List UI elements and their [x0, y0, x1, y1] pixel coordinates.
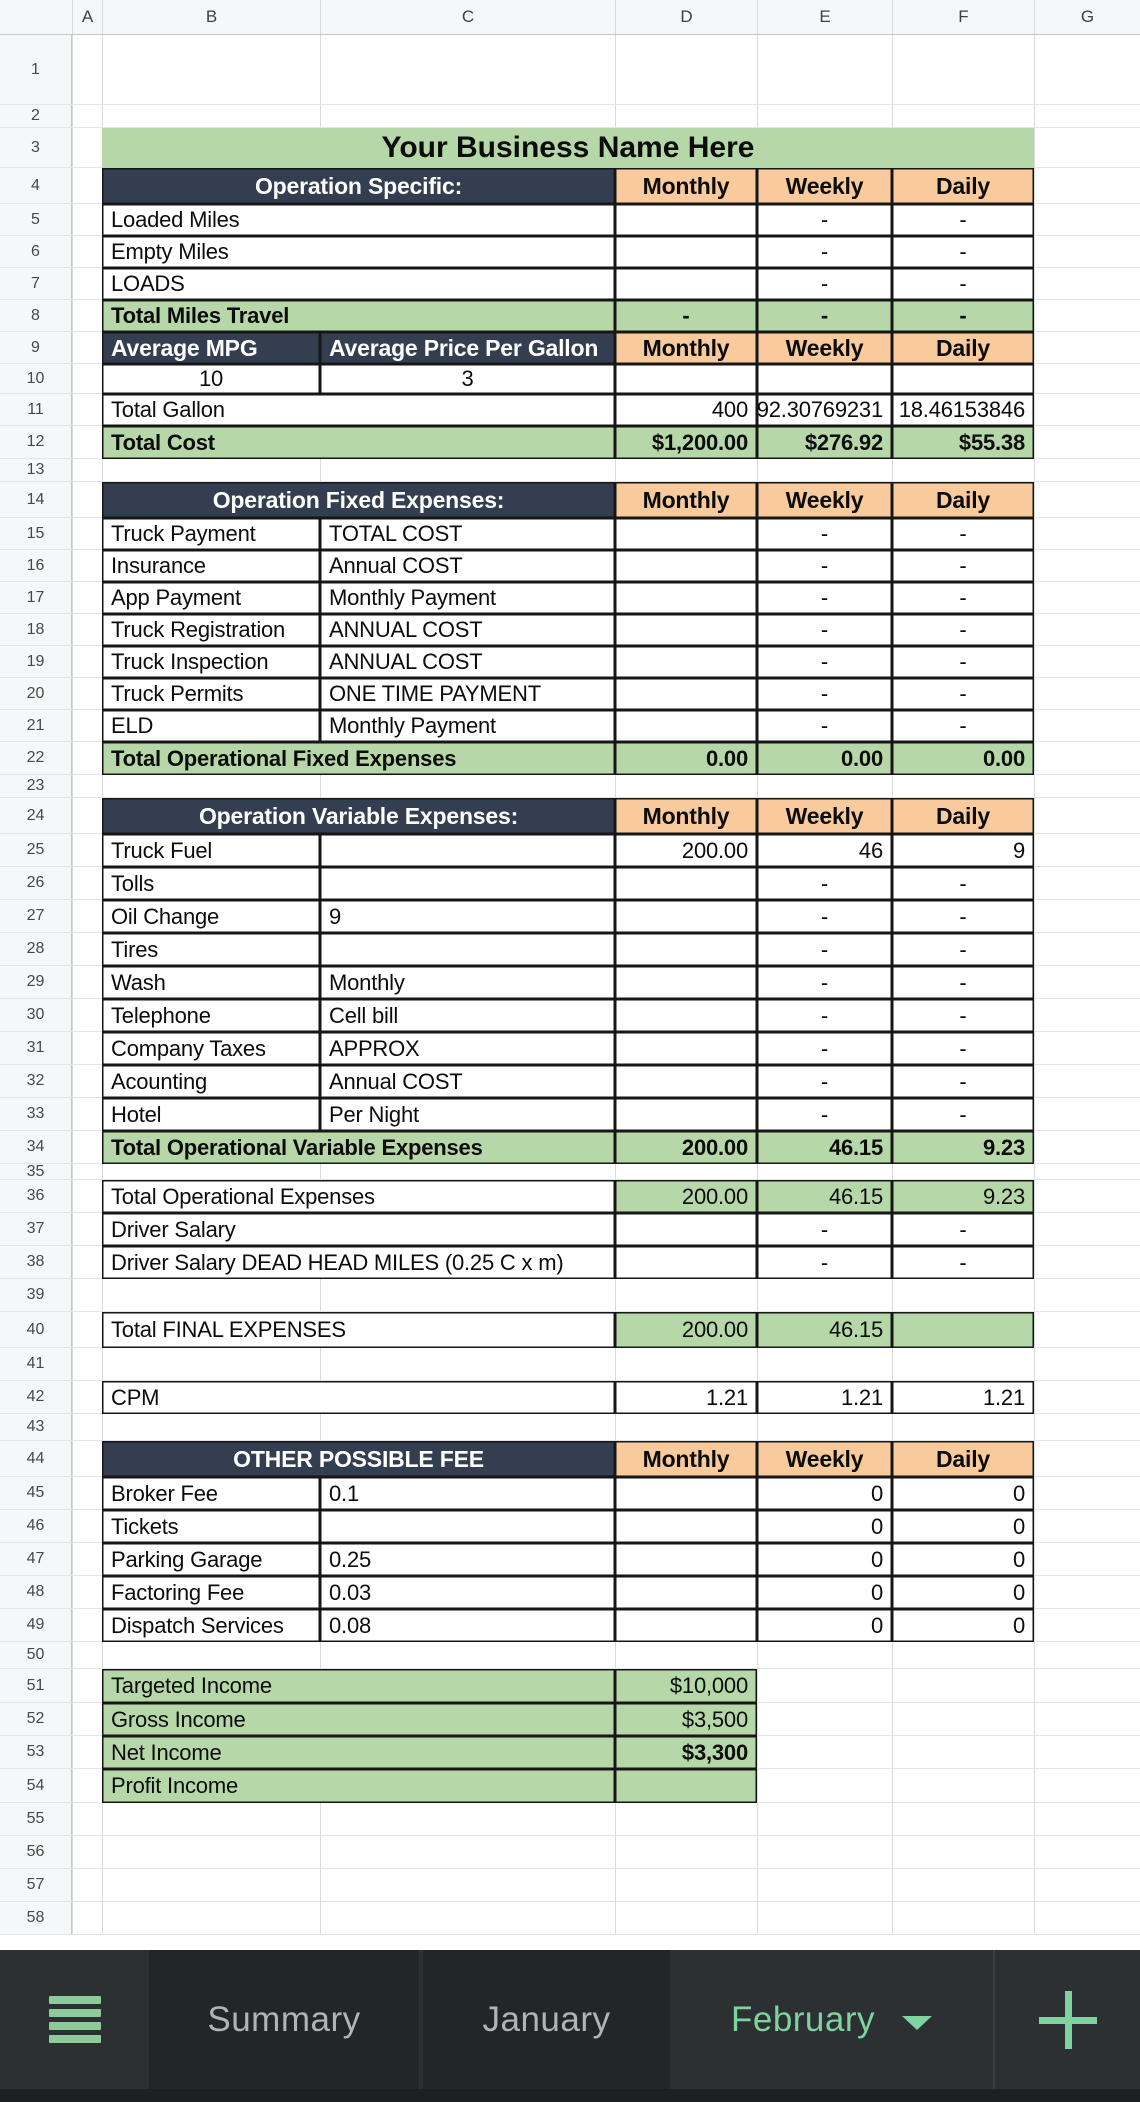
cell-B44[interactable]: OTHER POSSIBLE FEE — [102, 1441, 615, 1477]
row-header-4[interactable]: 4 — [0, 168, 72, 203]
cell-E46[interactable]: 0 — [757, 1510, 892, 1543]
cell-E17[interactable]: - — [757, 582, 892, 614]
row-header-30[interactable]: 30 — [0, 999, 72, 1031]
cell-D24[interactable]: Monthly — [615, 798, 757, 834]
cell-B42[interactable]: CPM — [102, 1381, 615, 1414]
cell-E10[interactable] — [757, 364, 892, 394]
row-header-18[interactable]: 18 — [0, 614, 72, 645]
cell-E6[interactable]: - — [757, 236, 892, 268]
grid-row-56 — [0, 1836, 1140, 1869]
cell-E49[interactable]: 0 — [757, 1609, 892, 1642]
tab-february[interactable] — [670, 1950, 993, 2089]
cell-F30[interactable]: - — [892, 999, 1034, 1032]
cell-B21[interactable]: ELD — [102, 710, 320, 742]
cell-F46[interactable]: 0 — [892, 1510, 1034, 1543]
grid-row-2 — [0, 105, 1140, 128]
tab-summary[interactable] — [149, 1950, 419, 2089]
row-header-42[interactable]: 42 — [0, 1381, 72, 1413]
cell-D29[interactable] — [615, 966, 757, 999]
plus-icon — [1039, 1991, 1097, 2049]
cell-F21[interactable]: - — [892, 710, 1034, 742]
cell-F36[interactable]: 9.23 — [892, 1180, 1034, 1213]
row-header-55[interactable]: 55 — [0, 1803, 72, 1835]
cell-B12[interactable]: Total Cost — [102, 426, 615, 459]
cell-B6[interactable]: Empty Miles — [102, 236, 615, 268]
cell-B16[interactable]: Insurance — [102, 550, 320, 582]
cell-B7[interactable]: LOADS — [102, 268, 615, 300]
cell-E5[interactable]: - — [757, 204, 892, 236]
cell-B52[interactable]: Gross Income — [102, 1703, 615, 1736]
row-header-58[interactable]: 58 — [0, 1902, 72, 1934]
row-header-7[interactable]: 7 — [0, 268, 72, 299]
cell-D26[interactable] — [615, 867, 757, 900]
row-header-28[interactable]: 28 — [0, 933, 72, 965]
cell-D45[interactable] — [615, 1477, 757, 1510]
row-header-20[interactable]: 20 — [0, 678, 72, 709]
cell-B15[interactable]: Truck Payment — [102, 518, 320, 550]
tab-february-label: February — [730, 1999, 876, 2039]
cell-E40[interactable]: 46.15 — [757, 1312, 892, 1348]
cell-B40[interactable]: Total FINAL EXPENSES — [102, 1312, 615, 1348]
cell-F32[interactable]: - — [892, 1065, 1034, 1098]
cell-C46[interactable] — [320, 1510, 615, 1543]
cell-B46[interactable]: Tickets — [102, 1510, 320, 1543]
row-header-39[interactable]: 39 — [0, 1279, 72, 1311]
cell-B26[interactable]: Tolls — [102, 867, 320, 900]
cell-D15[interactable] — [615, 518, 757, 550]
cell-C48[interactable]: 0.03 — [320, 1576, 615, 1609]
cell-B29[interactable]: Wash — [102, 966, 320, 999]
cell-E26[interactable]: - — [757, 867, 892, 900]
col-header-G[interactable]: G — [1034, 0, 1140, 34]
cell-B32[interactable]: Acounting — [102, 1065, 320, 1098]
cell-D44[interactable]: Monthly — [615, 1441, 757, 1477]
cell-F25[interactable]: 9 — [892, 834, 1034, 867]
cell-E30[interactable]: - — [757, 999, 892, 1032]
row-header-22[interactable]: 22 — [0, 742, 72, 774]
row-header-8[interactable]: 8 — [0, 300, 72, 331]
cell-D33[interactable] — [615, 1098, 757, 1131]
cell-D31[interactable] — [615, 1032, 757, 1065]
row-header-6[interactable]: 6 — [0, 236, 72, 267]
cell-E15[interactable]: - — [757, 518, 892, 550]
row-header-38[interactable]: 38 — [0, 1246, 72, 1278]
grid-row-41 — [0, 1348, 1140, 1381]
col-header-C[interactable]: C — [320, 0, 615, 34]
cell-D20[interactable] — [615, 678, 757, 710]
cell-F33[interactable]: - — [892, 1098, 1034, 1131]
cell-C27[interactable]: 9 — [320, 900, 615, 933]
cell-B30[interactable]: Telephone — [102, 999, 320, 1032]
cell-D30[interactable] — [615, 999, 757, 1032]
cell-F42[interactable]: 1.21 — [892, 1381, 1034, 1414]
grid-row-23 — [0, 775, 1140, 798]
cell-B53[interactable]: Net Income — [102, 1736, 615, 1769]
cell-D46[interactable] — [615, 1510, 757, 1543]
cell-D6[interactable] — [615, 236, 757, 268]
row-header-3[interactable]: 3 — [0, 128, 72, 167]
col-header-B[interactable]: B — [102, 0, 320, 34]
cell-C45[interactable]: 0.1 — [320, 1477, 615, 1510]
cell-F28[interactable]: - — [892, 933, 1034, 966]
cell-D32[interactable] — [615, 1065, 757, 1098]
cell-B10[interactable]: 10 — [102, 364, 320, 394]
cell-B49[interactable]: Dispatch Services — [102, 1609, 320, 1642]
row-header-48[interactable]: 48 — [0, 1576, 72, 1608]
cell-B47[interactable]: Parking Garage — [102, 1543, 320, 1576]
row-header-26[interactable]: 26 — [0, 867, 72, 899]
cell-C29[interactable]: Monthly — [320, 966, 615, 999]
cell-C32[interactable]: Annual COST — [320, 1065, 615, 1098]
cell-D54[interactable] — [615, 1769, 757, 1803]
row-header-2[interactable]: 2 — [0, 105, 72, 127]
sheet-list-menu-button[interactable] — [0, 1950, 149, 2089]
tab-summary-label: Summary — [207, 1999, 361, 2039]
grid-row-50 — [0, 1642, 1140, 1669]
cell-D48[interactable] — [615, 1576, 757, 1609]
cell-C26[interactable] — [320, 867, 615, 900]
chevron-down-icon — [902, 2016, 932, 2030]
grid-row-57 — [0, 1869, 1140, 1902]
cell-E48[interactable]: 0 — [757, 1576, 892, 1609]
cell-F16[interactable]: - — [892, 550, 1034, 582]
add-sheet-button[interactable] — [993, 1950, 1140, 2089]
cell-C9[interactable]: Average Price Per Gallon — [320, 332, 615, 364]
cell-E9[interactable]: Weekly — [757, 332, 892, 364]
cell-D17[interactable] — [615, 582, 757, 614]
row-header-49[interactable]: 49 — [0, 1609, 72, 1641]
cell-F20[interactable]: - — [892, 678, 1034, 710]
cell-E18[interactable]: - — [757, 614, 892, 646]
cell-E45[interactable]: 0 — [757, 1477, 892, 1510]
cell-E22[interactable]: 0.00 — [757, 742, 892, 775]
row-header-40[interactable]: 40 — [0, 1312, 72, 1347]
row-header-34[interactable]: 34 — [0, 1131, 72, 1163]
cell-E25[interactable]: 46 — [757, 834, 892, 867]
col-header-D[interactable]: D — [615, 0, 757, 34]
cell-D52[interactable]: $3,500 — [615, 1703, 757, 1736]
grid-row-13 — [0, 459, 1140, 482]
cell-D14[interactable]: Monthly — [615, 482, 757, 518]
cell-F11[interactable]: 18.46153846 — [892, 394, 1034, 426]
cell-B33[interactable]: Hotel — [102, 1098, 320, 1131]
row-header-25[interactable]: 25 — [0, 834, 72, 866]
cell-F18[interactable]: - — [892, 614, 1034, 646]
cell-B24[interactable]: Operation Variable Expenses: — [102, 798, 615, 834]
row-header-15[interactable]: 15 — [0, 518, 72, 549]
row-header-44[interactable]: 44 — [0, 1441, 72, 1476]
cell-B11[interactable]: Total Gallon — [102, 394, 615, 426]
row-header-53[interactable]: 53 — [0, 1736, 72, 1768]
cell-D8[interactable]: - — [615, 300, 757, 332]
cell-D40[interactable]: 200.00 — [615, 1312, 757, 1348]
cell-E12[interactable]: $276.92 — [757, 426, 892, 459]
cell-B19[interactable]: Truck Inspection — [102, 646, 320, 678]
cell-D16[interactable] — [615, 550, 757, 582]
row-header-12[interactable]: 12 — [0, 426, 72, 458]
grid-row-1 — [0, 35, 1140, 105]
cell-D34[interactable]: 200.00 — [615, 1131, 757, 1164]
row-header-24[interactable]: 24 — [0, 798, 72, 833]
cell-F37[interactable]: - — [892, 1213, 1034, 1246]
row-header-41[interactable]: 41 — [0, 1348, 72, 1380]
cell-B4[interactable]: Operation Specific: — [102, 168, 615, 204]
hamburger-menu-icon — [49, 1996, 101, 2043]
cell-D25[interactable]: 200.00 — [615, 834, 757, 867]
cell-D51[interactable]: $10,000 — [615, 1669, 757, 1703]
cell-F31[interactable]: - — [892, 1032, 1034, 1065]
cell-F47[interactable]: 0 — [892, 1543, 1034, 1576]
cell-E38[interactable]: - — [757, 1246, 892, 1279]
cell-B37[interactable]: Driver Salary — [102, 1213, 615, 1246]
cell-C17[interactable]: Monthly Payment — [320, 582, 615, 614]
cell-C20[interactable]: ONE TIME PAYMENT — [320, 678, 615, 710]
row-header-45[interactable]: 45 — [0, 1477, 72, 1509]
sheet-body — [0, 35, 1140, 1950]
cell-F27[interactable]: - — [892, 900, 1034, 933]
cell-F44[interactable]: Daily — [892, 1441, 1034, 1477]
tab-january-label: January — [482, 1999, 611, 2039]
cell-E44[interactable]: Weekly — [757, 1441, 892, 1477]
row-header-46[interactable]: 46 — [0, 1510, 72, 1542]
row-header-33[interactable]: 33 — [0, 1098, 72, 1130]
cell-B8[interactable]: Total Miles Travel — [102, 300, 615, 332]
cell-D27[interactable] — [615, 900, 757, 933]
row-header-5[interactable]: 5 — [0, 204, 72, 235]
row-header-31[interactable]: 31 — [0, 1032, 72, 1064]
row-header-57[interactable]: 57 — [0, 1869, 72, 1901]
cell-C31[interactable]: APPROX — [320, 1032, 615, 1065]
row-header-50[interactable]: 50 — [0, 1642, 72, 1668]
cell-F29[interactable]: - — [892, 966, 1034, 999]
cell-B51[interactable]: Targeted Income — [102, 1669, 615, 1703]
cell-E21[interactable]: - — [757, 710, 892, 742]
cell-E24[interactable]: Weekly — [757, 798, 892, 834]
cell-F38[interactable]: - — [892, 1246, 1034, 1279]
cell-F6[interactable]: - — [892, 236, 1034, 268]
cell-D19[interactable] — [615, 646, 757, 678]
bottom-bar-strip — [0, 2089, 1140, 2102]
cell-E34[interactable]: 46.15 — [757, 1131, 892, 1164]
cell-F15[interactable]: - — [892, 518, 1034, 550]
cell-F45[interactable]: 0 — [892, 1477, 1034, 1510]
sheet-tab-bar — [0, 1950, 1140, 2102]
row-header-16[interactable]: 16 — [0, 550, 72, 581]
row-header-47[interactable]: 47 — [0, 1543, 72, 1575]
cell-D36[interactable]: 200.00 — [615, 1180, 757, 1213]
grid-row-39 — [0, 1279, 1140, 1312]
cell-B25[interactable]: Truck Fuel — [102, 834, 320, 867]
cell-E4[interactable]: Weekly — [757, 168, 892, 204]
row-header-1[interactable]: 1 — [0, 35, 72, 104]
row-header-19[interactable]: 19 — [0, 646, 72, 677]
cell-B45[interactable]: Broker Fee — [102, 1477, 320, 1510]
cell-F7[interactable]: - — [892, 268, 1034, 300]
cell-D22[interactable]: 0.00 — [615, 742, 757, 775]
cell-B27[interactable]: Oil Change — [102, 900, 320, 933]
col-header-E[interactable]: E — [757, 0, 892, 34]
cell-B36[interactable]: Total Operational Expenses — [102, 1180, 615, 1213]
row-header-11[interactable]: 11 — [0, 394, 72, 425]
cell-D47[interactable] — [615, 1543, 757, 1576]
row-header-23[interactable]: 23 — [0, 775, 72, 797]
cell-E31[interactable]: - — [757, 1032, 892, 1065]
cell-F22[interactable]: 0.00 — [892, 742, 1034, 775]
row-header-17[interactable]: 17 — [0, 582, 72, 613]
cell-D7[interactable] — [615, 268, 757, 300]
row-header-56[interactable]: 56 — [0, 1836, 72, 1868]
cell-B38[interactable]: Driver Salary DEAD HEAD MILES (0.25 C x m) — [102, 1246, 615, 1279]
row-header-10[interactable]: 10 — [0, 364, 72, 393]
cell-B22[interactable]: Total Operational Fixed Expenses — [102, 742, 615, 775]
cell-D28[interactable] — [615, 933, 757, 966]
cell-D9[interactable]: Monthly — [615, 332, 757, 364]
cell-F14[interactable]: Daily — [892, 482, 1034, 518]
row-header-52[interactable]: 52 — [0, 1703, 72, 1735]
cell-C30[interactable]: Cell bill — [320, 999, 615, 1032]
cell-C15[interactable]: TOTAL COST — [320, 518, 615, 550]
cell-D38[interactable] — [615, 1246, 757, 1279]
cell-B48[interactable]: Factoring Fee — [102, 1576, 320, 1609]
cell-E36[interactable]: 46.15 — [757, 1180, 892, 1213]
row-header-51[interactable]: 51 — [0, 1669, 72, 1702]
row-header-54[interactable]: 54 — [0, 1769, 72, 1802]
cell-B9[interactable]: Average MPG — [102, 332, 320, 364]
row-header-32[interactable]: 32 — [0, 1065, 72, 1097]
cell-C19[interactable]: ANNUAL COST — [320, 646, 615, 678]
cell-B17[interactable]: App Payment — [102, 582, 320, 614]
cell-C25[interactable] — [320, 834, 615, 867]
cell-C33[interactable]: Per Night — [320, 1098, 615, 1131]
cell-F26[interactable]: - — [892, 867, 1034, 900]
cell-D42[interactable]: 1.21 — [615, 1381, 757, 1414]
cell-D12[interactable]: $1,200.00 — [615, 426, 757, 459]
cell-B31[interactable]: Company Taxes — [102, 1032, 320, 1065]
cell-E11[interactable]: 92.30769231 — [757, 394, 892, 426]
grid-row-43 — [0, 1414, 1140, 1441]
cell-B28[interactable]: Tires — [102, 933, 320, 966]
cell-D4[interactable]: Monthly — [615, 168, 757, 204]
cell-E29[interactable]: - — [757, 966, 892, 999]
cell-C21[interactable]: Monthly Payment — [320, 710, 615, 742]
row-header-14[interactable]: 14 — [0, 482, 72, 517]
cell-E19[interactable]: - — [757, 646, 892, 678]
cell-E42[interactable]: 1.21 — [757, 1381, 892, 1414]
cell-F8[interactable]: - — [892, 300, 1034, 332]
row-header-36[interactable]: 36 — [0, 1180, 72, 1212]
cell-E16[interactable]: - — [757, 550, 892, 582]
column-header-row — [0, 0, 1140, 35]
row-header-9[interactable]: 9 — [0, 332, 72, 363]
cell-F24[interactable]: Daily — [892, 798, 1034, 834]
cell-C47[interactable]: 0.25 — [320, 1543, 615, 1576]
cell-B54[interactable]: Profit Income — [102, 1769, 615, 1803]
row-header-21[interactable]: 21 — [0, 710, 72, 741]
cell-E33[interactable]: - — [757, 1098, 892, 1131]
cell-C18[interactable]: ANNUAL COST — [320, 614, 615, 646]
cell-E27[interactable]: - — [757, 900, 892, 933]
cell-D5[interactable] — [615, 204, 757, 236]
cell-E20[interactable]: - — [757, 678, 892, 710]
grid-row-35 — [0, 1164, 1140, 1180]
row-header-35[interactable]: 35 — [0, 1164, 72, 1179]
cell-F34[interactable]: 9.23 — [892, 1131, 1034, 1164]
row-header-13[interactable]: 13 — [0, 459, 72, 481]
cell-F48[interactable]: 0 — [892, 1576, 1034, 1609]
cell-E47[interactable]: 0 — [757, 1543, 892, 1576]
cell-E7[interactable]: - — [757, 268, 892, 300]
tab-january[interactable] — [423, 1950, 670, 2089]
cell-B18[interactable]: Truck Registration — [102, 614, 320, 646]
cell-F17[interactable]: - — [892, 582, 1034, 614]
cell-C10[interactable]: 3 — [320, 364, 615, 394]
cell-E8[interactable]: - — [757, 300, 892, 332]
cell-B34[interactable]: Total Operational Variable Expenses — [102, 1131, 615, 1164]
cell-F19[interactable]: - — [892, 646, 1034, 678]
row-header-43[interactable]: 43 — [0, 1414, 72, 1440]
cell-B5[interactable]: Loaded Miles — [102, 204, 615, 236]
cell-F49[interactable]: 0 — [892, 1609, 1034, 1642]
grid-row-58 — [0, 1902, 1140, 1935]
cell-E32[interactable]: - — [757, 1065, 892, 1098]
cell-F5[interactable]: - — [892, 204, 1034, 236]
cell-F9[interactable]: Daily — [892, 332, 1034, 364]
cell-F4[interactable]: Daily — [892, 168, 1034, 204]
cell-D49[interactable] — [615, 1609, 757, 1642]
cell-D53[interactable]: $3,300 — [615, 1736, 757, 1769]
cell-C28[interactable] — [320, 933, 615, 966]
cell-F10[interactable] — [892, 364, 1034, 394]
row-header-29[interactable]: 29 — [0, 966, 72, 998]
cell-C16[interactable]: Annual COST — [320, 550, 615, 582]
row-header-37[interactable]: 37 — [0, 1213, 72, 1245]
cell-C49[interactable]: 0.08 — [320, 1609, 615, 1642]
cell-D11[interactable]: 400 — [615, 394, 757, 426]
col-header-F[interactable]: F — [892, 0, 1034, 34]
cell-B20[interactable]: Truck Permits — [102, 678, 320, 710]
cell-B3[interactable]: Your Business Name Here — [102, 128, 1034, 168]
cell-B14[interactable]: Operation Fixed Expenses: — [102, 482, 615, 518]
cell-D37[interactable] — [615, 1213, 757, 1246]
grid-row-55 — [0, 1803, 1140, 1836]
cell-D21[interactable] — [615, 710, 757, 742]
cell-F12[interactable]: $55.38 — [892, 426, 1034, 459]
cell-F40[interactable] — [892, 1312, 1034, 1348]
col-header-A[interactable]: A — [72, 0, 102, 34]
cell-E37[interactable]: - — [757, 1213, 892, 1246]
cell-D10[interactable] — [615, 364, 757, 394]
row-header-27[interactable]: 27 — [0, 900, 72, 932]
cell-D18[interactable] — [615, 614, 757, 646]
cell-E14[interactable]: Weekly — [757, 482, 892, 518]
cell-E28[interactable]: - — [757, 933, 892, 966]
